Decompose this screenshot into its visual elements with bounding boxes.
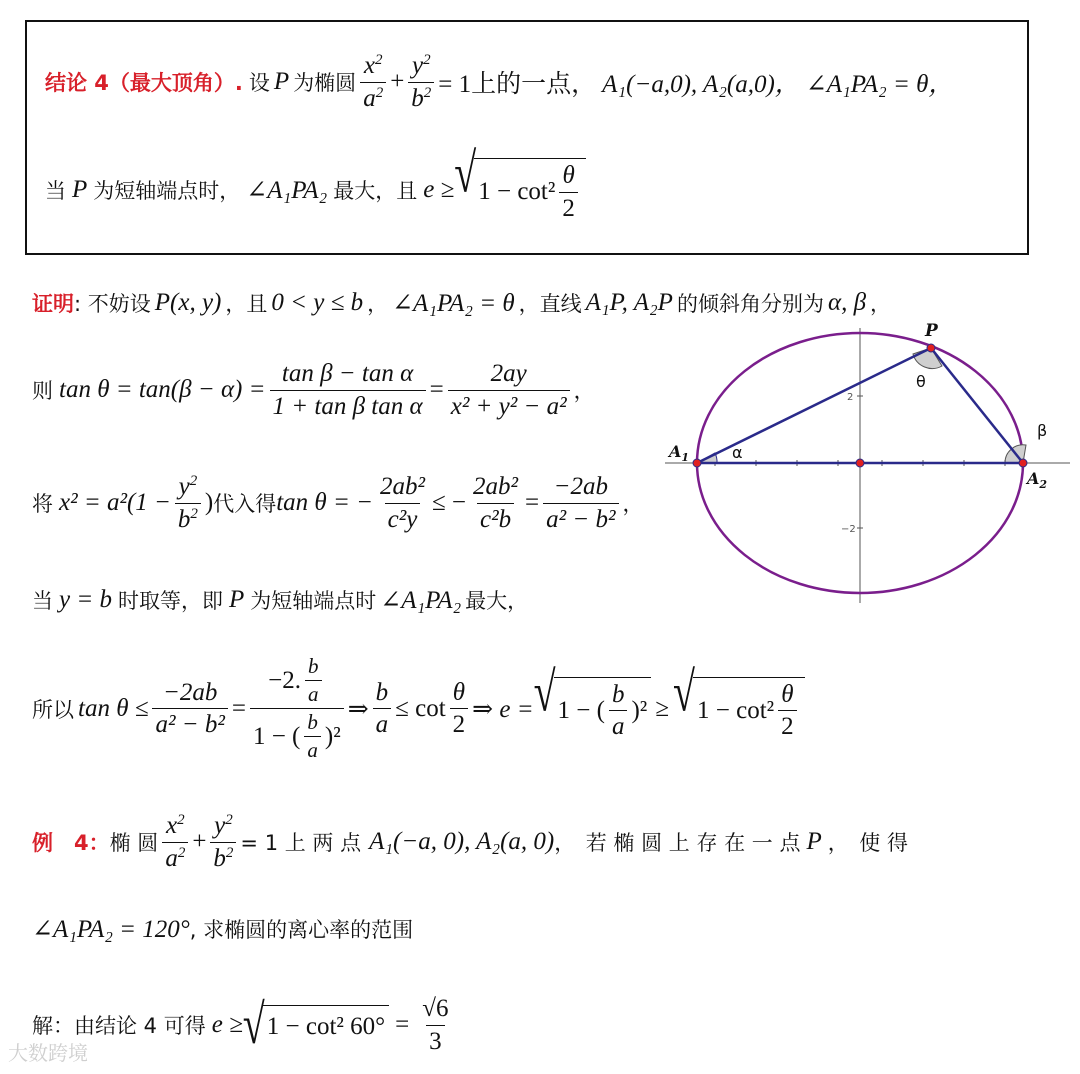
label-theta: θ [916,372,926,391]
line-a2p [931,348,1023,463]
math: A₁(−a, 0), A₂(a, 0) [369,828,555,855]
sqrt: √ 1 − cot² 60° [243,1005,389,1045]
text: 椭 圆 [109,831,159,855]
sqrt-1-cot2: √ 1 − cot² $\frac{\theta}{2}$ [454,158,586,222]
frac: $\frac{\theta}{2}$ [450,679,469,739]
text: 代入得 [213,492,277,516]
text: 的倾斜角分别为 [676,292,824,316]
var-p: P [806,828,822,855]
ellipse-figure [655,318,1075,608]
text: : 不妨设 [74,292,151,316]
sqrt: √ 1 − cot² $\frac{\theta}{2}$ [673,677,805,741]
example-line-1: 例 4： 椭 圆 $\frac{x^2}{a^2}$ + $\frac{y^2}{b^2}$ = 1 上 两 点 A₁(−a, 0), A₂(a, 0) ， 若 椭 圆 上 存 在 一 点 P ， 使 得 [32,812,908,872]
proof-label: 证明 [32,292,74,316]
frac: $\frac{-2ab}{\text{a² − b²}}$ [152,679,227,739]
e-ge: e ≥ [423,176,455,203]
example-line-2 [32,914,413,944]
var-p: P [72,176,88,203]
text: ， [622,492,644,516]
math: y = b [59,586,112,613]
text: ， [367,292,389,316]
text: 解：由结论 4 可得 [32,1014,206,1038]
math: = [429,376,444,403]
math: ≤ cot [395,694,446,722]
math: ≥ [655,694,670,722]
tick-label-2: 2 [847,392,854,403]
watermark: 大数跨境 [8,1041,88,1065]
frac-x2-a2: $\frac{x^2}{a^2}$ [162,812,188,872]
text: , 求椭圆的离心率的范围 [189,918,414,942]
math: ⇒ [347,695,369,723]
theorem-line-1: 结论 4（最大顶角）. 设 P 为椭圆 $\frac{x^2}{a^2}$ + $\frac{y^2}{b^2}$ = 1上的一点， A₁(−a,0), A₂(a,0)， ∠A₁PA₂ = θ， [45,52,954,112]
text: = 1上的一点， [438,71,597,98]
frac: $\frac{-2ab}{\text{a² − b²}}$ [543,473,618,533]
point-a2 [1019,459,1027,467]
text: 则 [32,379,53,403]
var-p: P [273,68,290,95]
frac: $\frac{\text{2ab²}}{\text{c²b}}$ [473,473,519,533]
math: ) [204,489,214,516]
proof-line-1 [32,288,891,318]
proof-line-3 [32,473,644,533]
sqrt: √ 1 − ( $\frac{b}{a}$ )² [534,677,652,741]
proof-line-4 [32,585,528,615]
text: 为短轴端点时 [250,589,377,613]
frac-nested: −2. $\frac{b}{a}$ 1 − ( $\frac{b}{a}$ )² [250,655,344,762]
math: ∠A₁PA₂ [380,587,462,614]
text: 1 − cot² [478,178,556,205]
label-a2: $A_2$ [1027,469,1048,491]
point-p [927,344,935,352]
math: = [395,1011,410,1038]
text: ， 若 椭 圆 上 存 在 一 点 [554,831,801,855]
proof-line-2 [32,360,595,420]
point-origin [856,459,864,467]
label-beta: β [1037,421,1048,440]
label-alpha: α [732,443,743,462]
math: ∠A₁PA₂ = 120° [32,916,190,943]
math: tan θ = − [276,489,373,516]
math: ∠A₁PA₂ = θ [392,290,515,317]
theorem-line-2 [45,141,586,222]
frac-y2-b2: $\frac{y^2}{b^2}$ [210,812,236,872]
angle-theta: ∠A₁PA₂ = θ， [805,71,954,98]
math: 0 < y ≤ b [271,289,364,316]
tick-label-minus2: −2 [841,524,856,535]
points-a1-a2: A₁(−a,0), A₂(a,0)， [602,71,800,98]
math: ≤ − [431,489,467,516]
frac: $\frac{y^2}{b^2}$ [175,473,201,533]
angle: ∠A₁PA₂ [246,177,328,204]
math: tan θ = tan(β − α) = [59,376,266,403]
text: = 1 上 两 点 [240,831,362,855]
label-a1: $A_1$ [669,442,690,464]
text: ， [573,379,595,403]
text: 最大， [465,589,529,613]
text: 当 [45,179,66,203]
text: ， 使 得 [827,831,908,855]
frac-x2-a2: $\frac{x^2}{a^2}$ [360,52,386,112]
example-line-3 [32,992,455,1056]
text: ， [870,292,892,316]
frac-y2-b2: $\frac{y^2}{b^2}$ [408,52,434,112]
frac: $\frac{2ay}{\text{x² + y² − a²}}$ [448,360,570,420]
frac: $\frac{\text{2ab²}}{\text{c²y}}$ [379,473,425,533]
example-label: 例 4： [32,831,110,855]
point-a1 [693,459,701,467]
math: x² = a²(1 − [59,489,171,516]
label-p: P [925,321,938,341]
frac-sqrt6-3: $\frac{√6}{3}$ [422,995,449,1055]
text: 设 [248,71,270,95]
math: A₁P, A₂P [585,289,673,316]
text: ，直线 [518,292,582,316]
text: 为椭圆 [293,71,357,95]
math: α, β [827,289,867,316]
math: e ≥ [211,1011,243,1038]
math: P(x, y) [154,289,222,316]
frac: $\frac{b}{a}$ [373,679,392,739]
math: = [525,489,540,516]
math: ⇒ e = [472,695,534,723]
proof-line-5 [32,655,805,762]
theorem-title: 结论 4（最大顶角）. [45,71,243,95]
text: 当 [32,589,53,613]
frac: $\frac{\text{tan β − tan α}}{\text{1 + tan β tan α}}$ [270,360,426,420]
math: = [231,694,246,722]
text: ，且 [225,292,268,316]
text: 为短轴端点时， [93,179,241,203]
text: 时取等，即 [117,589,223,613]
text: 所以 [32,697,74,722]
text: 将 [32,492,53,516]
math: tan θ ≤ [78,694,149,722]
text: 最大，且 [333,179,418,203]
var-p: P [228,586,245,613]
